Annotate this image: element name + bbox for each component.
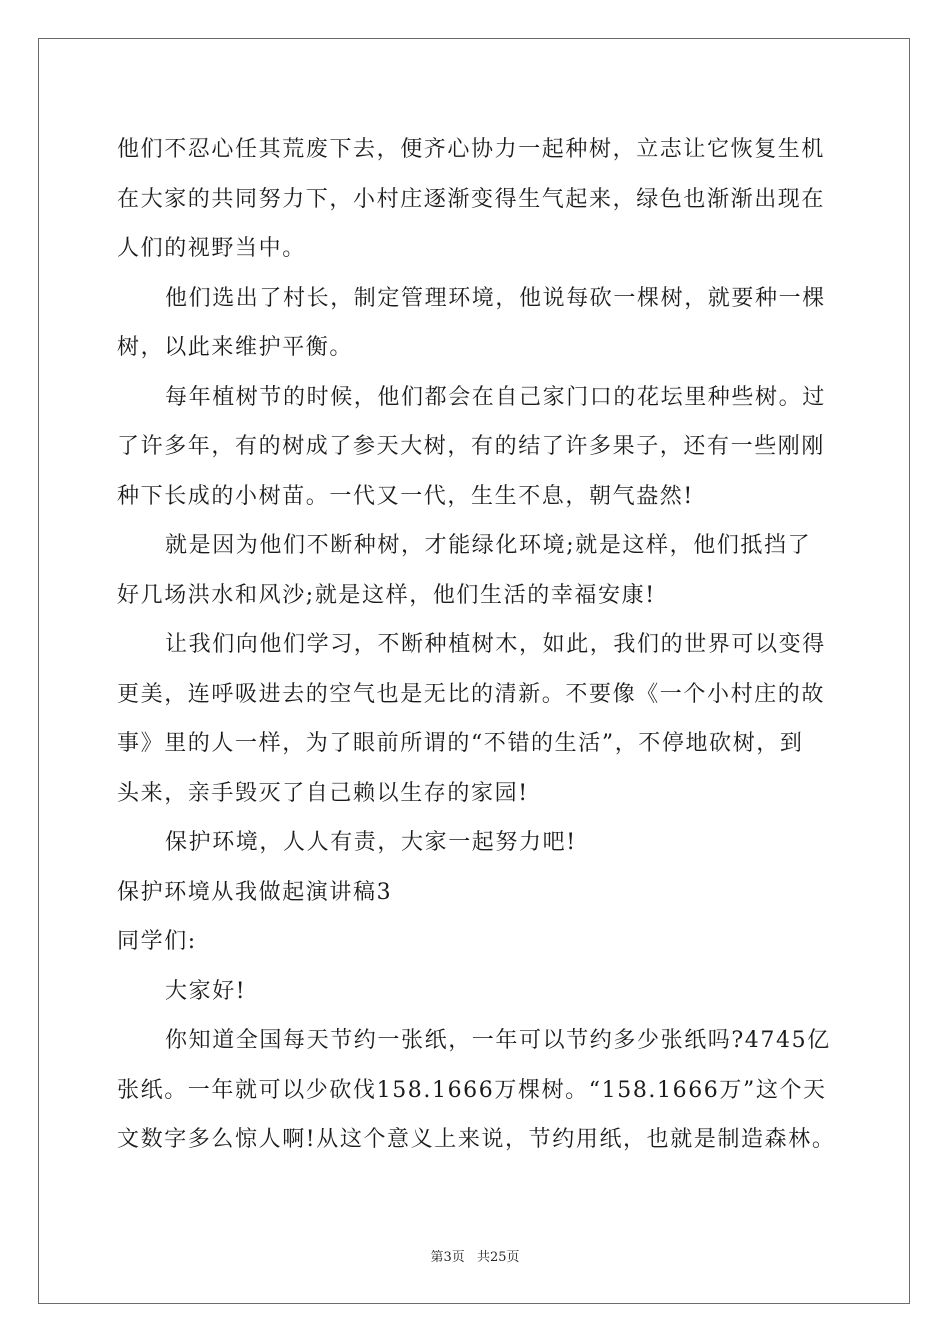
text-line: 他们不忍心任其荒废下去，便齐心协力一起种树，立志让它恢复生机: [117, 137, 826, 162]
greeting: 大家好!: [165, 978, 247, 1004]
text-line: 你知道全国每天节约一张纸，一年可以节约多少张纸吗?4745亿: [165, 1028, 831, 1053]
text-line: 种下长成的小树苗。一代又一代，生生不息，朝气盎然!: [117, 483, 694, 509]
text-line: 他们选出了村长，制定管理环境，他说每砍一棵树，就要种一棵: [165, 285, 826, 311]
text-line: 保护环境，人人有责，大家一起努力吧!: [165, 830, 577, 855]
text-line: 在大家的共同努力下，小村庄逐渐变得生气起来，绿色也渐渐出现在: [117, 186, 826, 212]
text-line: 人们的视野当中。: [117, 236, 306, 261]
page-footer: [0, 1246, 950, 1265]
page-number: 第3页: [430, 1250, 465, 1265]
document-body: [117, 125, 852, 1165]
text-line: 好几场洪水和风沙;就是这样，他们生活的幸福安康!: [117, 582, 656, 608]
page-total: 共25页: [476, 1250, 520, 1265]
text-line: 每年植树节的时候，他们都会在自己家门口的花坛里种些树。过: [165, 384, 826, 410]
text-line: 让我们向他们学习，不断种植树木，如此，我们的世界可以变得: [165, 632, 826, 657]
text-line: 头来，亲手毁灭了自己赖以生存的家园!: [117, 780, 529, 806]
text-line: 更美，连呼吸进去的空气也是无比的清新。不要像《一个小村庄的故: [117, 681, 826, 707]
salutation: 同学们:: [117, 929, 197, 954]
section-heading: 保护环境从我做起演讲稿3: [117, 879, 393, 905]
text-line: 了许多年，有的树成了参天大树，有的结了许多果子，还有一些刚刚: [117, 434, 826, 459]
text-line: 树，以此来维护平衡。: [117, 335, 354, 360]
text-line: 就是因为他们不断种树，才能绿化环境;就是这样，他们抵挡了: [165, 533, 812, 558]
text-line: 事》里的人一样，为了眼前所谓的“不错的生活”，不停地砍树，到: [117, 731, 804, 756]
text-line: 张纸。一年就可以少砍伐158.1666万棵树。“158.1666万”这个天: [117, 1077, 827, 1103]
text-line: 文数字多么惊人啊!从这个意义上来说，节约用纸，也就是制造森林。: [117, 1127, 836, 1152]
